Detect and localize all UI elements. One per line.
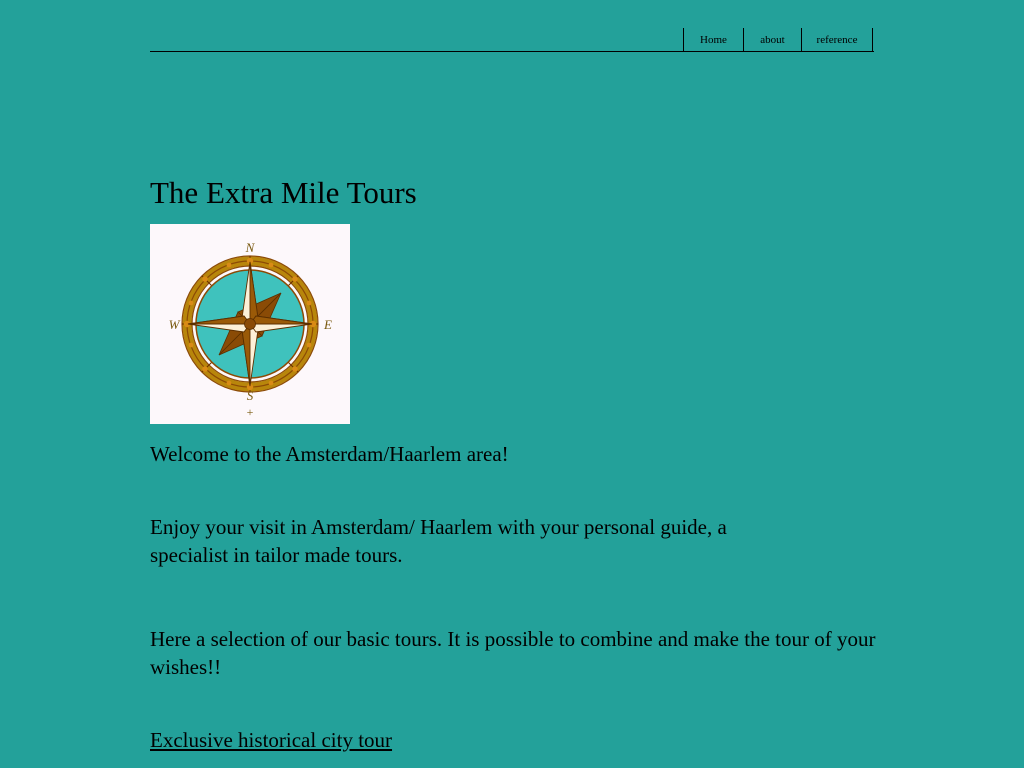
svg-text:+: + <box>246 405 254 419</box>
svg-text:N: N <box>245 240 255 255</box>
nav-item-about[interactable] <box>744 28 802 51</box>
svg-text:W: W <box>168 317 180 332</box>
nav-item-reference-label: reference <box>816 33 858 46</box>
nav-spacer <box>150 28 684 51</box>
nav-item-home[interactable] <box>684 28 744 51</box>
nav-item-reference[interactable] <box>802 28 873 51</box>
nav-item-home-label: Home <box>700 33 727 46</box>
exclusive-historical-city-tour-link[interactable]: Exclusive historical city tour <box>150 728 393 752</box>
enjoy-paragraph: Enjoy your visit in Amsterdam/ Haarlem with your personal guide, a specialist in tailor made tours. <box>150 515 727 567</box>
selection-paragraph: Here a selection of our basic tours. It is possible to combine and make the tour of your wishes!! <box>150 627 876 679</box>
top-navigation <box>150 28 874 52</box>
svg-text:E: E <box>324 317 332 332</box>
nav-item-about-label: about <box>760 33 785 46</box>
svg-text:S: S <box>246 388 254 403</box>
compass-rose-image <box>150 224 350 424</box>
welcome-paragraph: Welcome to the Amsterdam/Haarlem area! <box>150 442 509 466</box>
page-title: The Extra Mile Tours <box>150 175 417 210</box>
